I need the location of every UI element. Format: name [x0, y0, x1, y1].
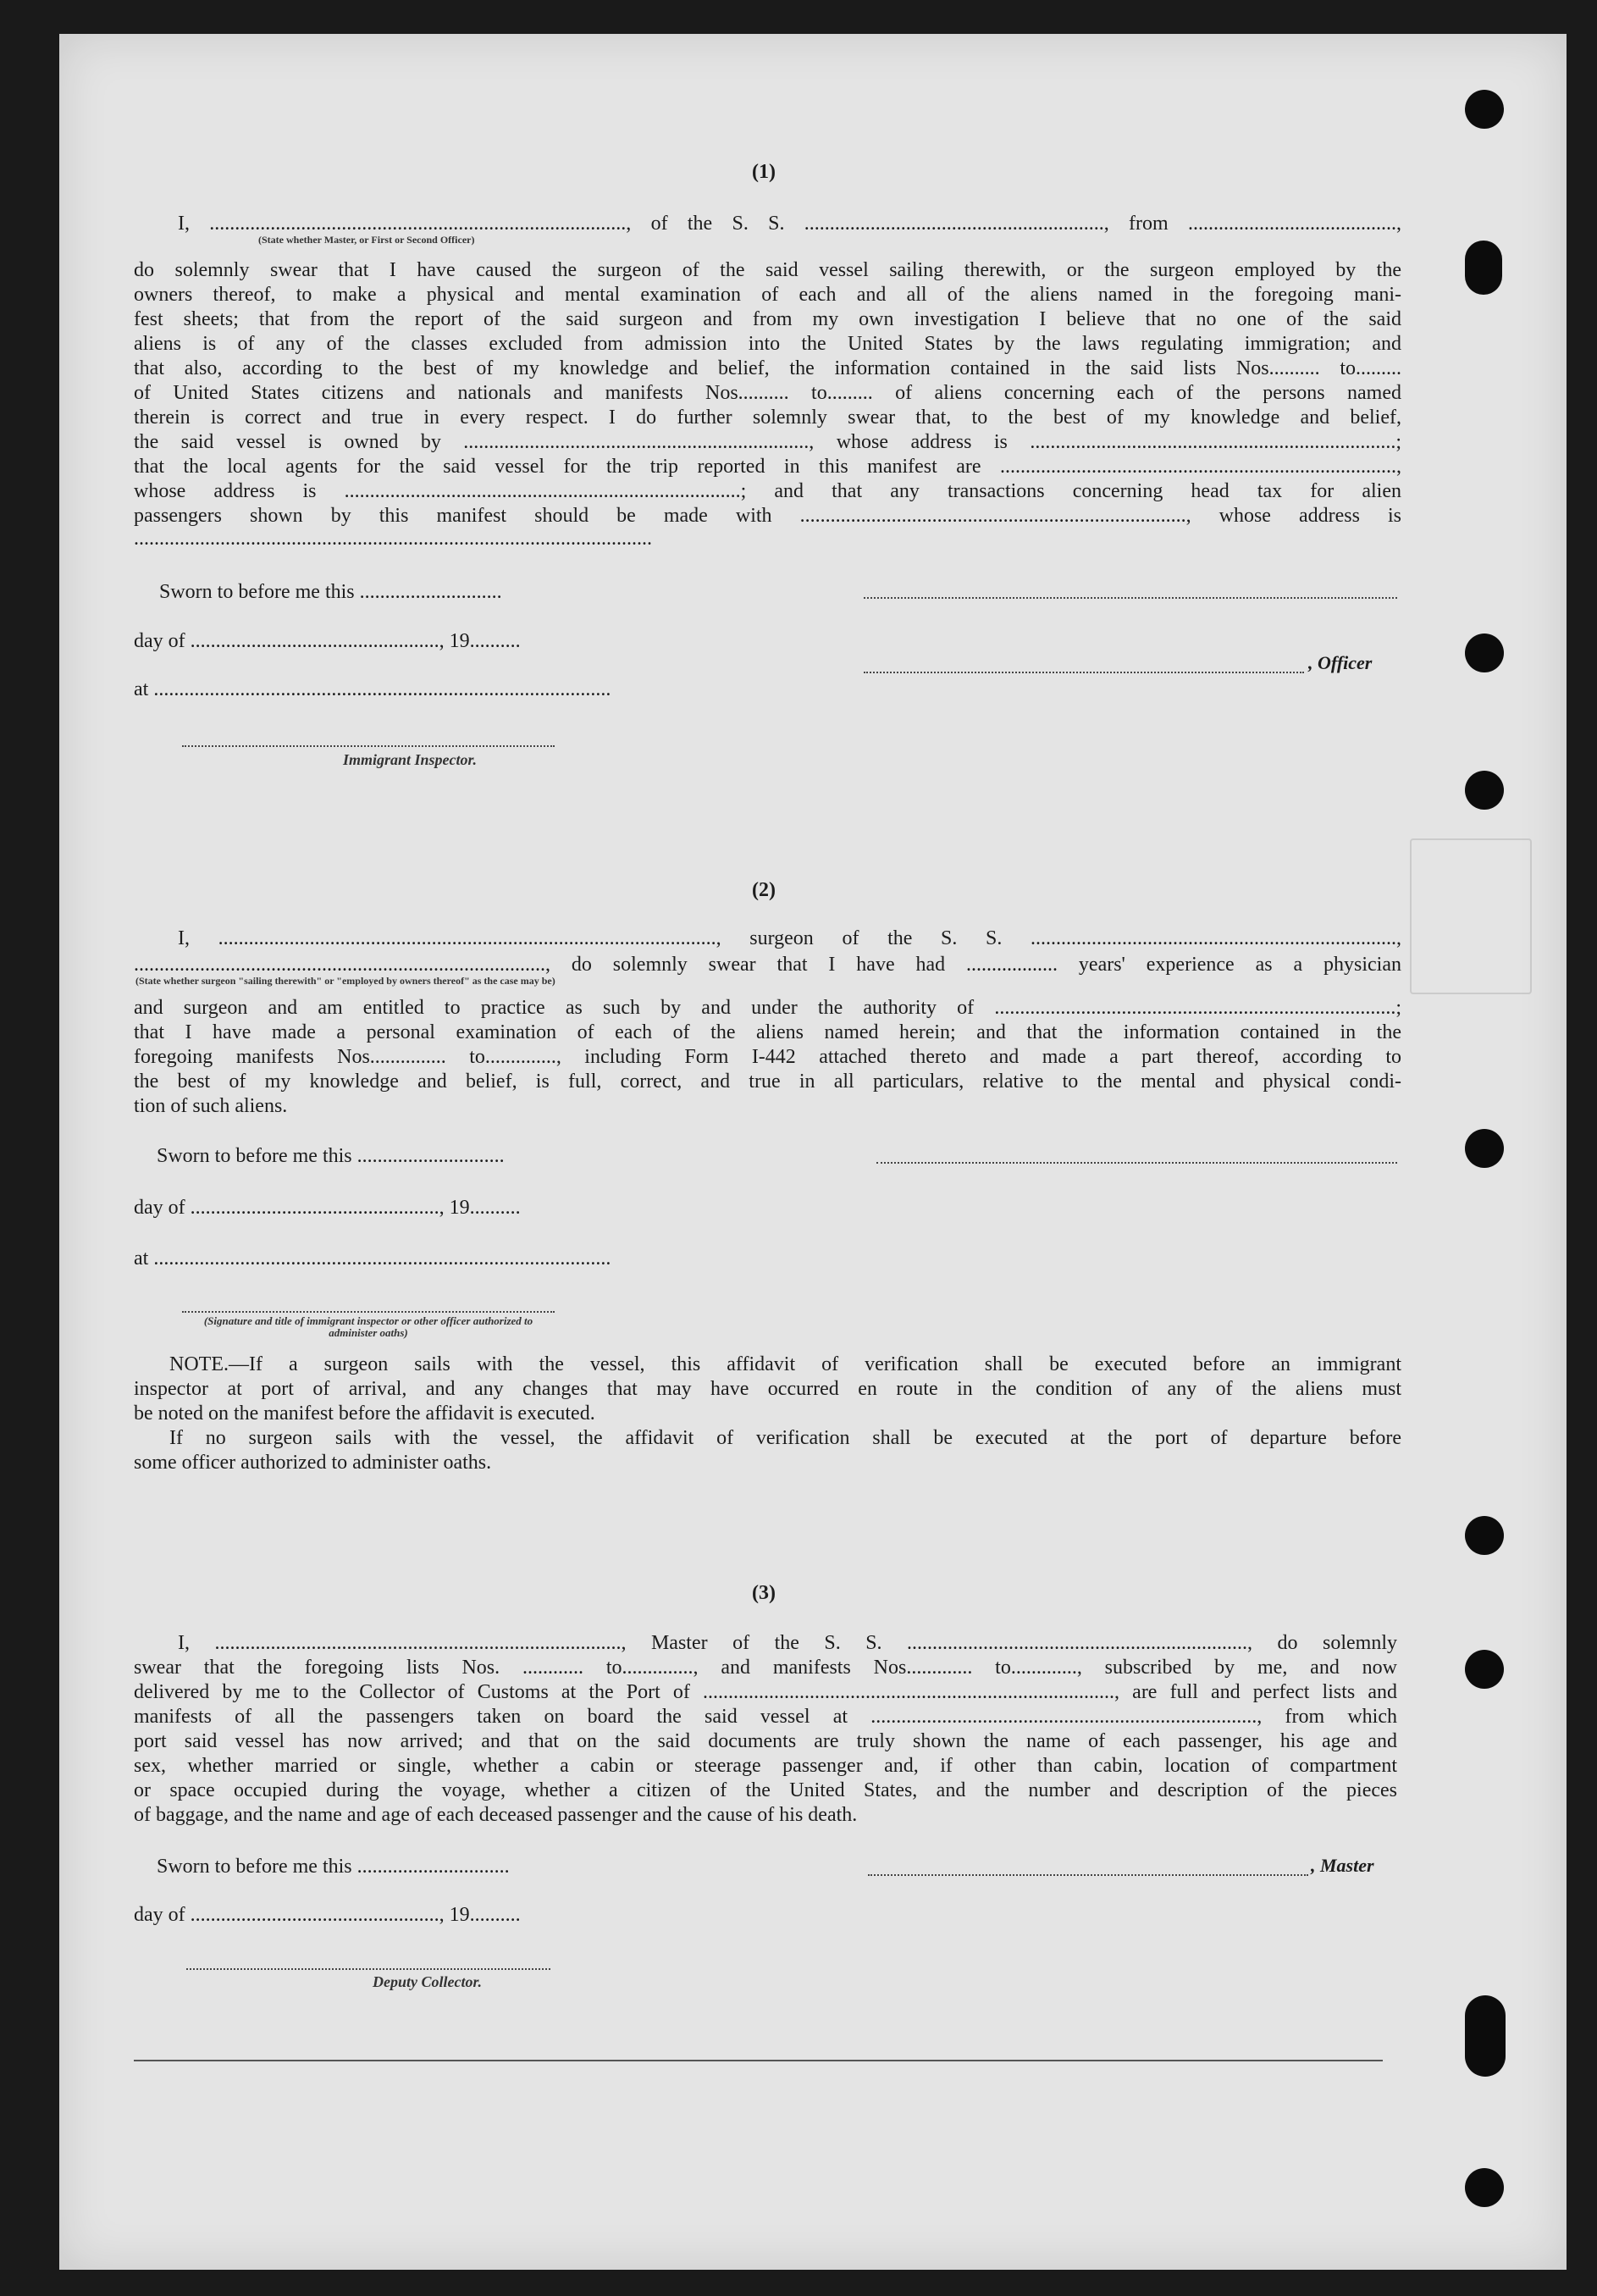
affidavit-3-line: or space occupied during the voyage, whether a citizen of the United States, and the number and description of the pieces: [134, 1779, 1397, 1801]
affidavit-3-line: swear that the foregoing lists Nos. ............ to.............., and manifests Nos............. to............., subscribed by me, and now: [134, 1657, 1397, 1679]
affidavit-3-line: port said vessel has now arrived; and that on the said documents are truly shown the name of each passenger, his age and: [134, 1730, 1397, 1752]
affidavit-2-line: ................................................................................., do solemnly swear that I have had .................. years' experience as a physician: [134, 954, 1401, 976]
section-1-number: (1): [752, 161, 776, 183]
note-line: be noted on the manifest before the affidavit is executed.: [134, 1402, 595, 1425]
officer-signature-line: [864, 672, 1304, 673]
sworn-line: Sworn to before me this ............................: [159, 581, 502, 603]
note-line: some officer authorized to administer oaths.: [134, 1452, 492, 1474]
punch-hole: [1465, 1516, 1504, 1555]
affidavit-2-line: that I have made a personal examination of each of the aliens named herein; and that the information contained in the: [134, 1021, 1401, 1043]
affidavit-2-line: tion of such aliens.: [134, 1095, 288, 1117]
affidavit-2-line: the best of my knowledge and belief, is full, correct, and true in all particulars, relative to the mental and physical condi-: [134, 1071, 1401, 1093]
affidavit-1-line: do solemnly swear that I have caused the surgeon of the said vessel sailing therewith, or the surgeon employed by the: [134, 259, 1401, 281]
affidavit-3-line: manifests of all the passengers taken on board the said vessel at ............................................................................, from which: [134, 1706, 1397, 1728]
note-line: inspector at port of arrival, and any changes that may have occurred en route in the condition of any of the aliens must: [134, 1378, 1401, 1400]
punch-hole: [1465, 1129, 1504, 1168]
affidavit-1-line: that the local agents for the said vessel for the trip reported in this manifest are ..............................................................................,: [134, 456, 1401, 478]
affidavit-3-line: delivered by me to the Collector of Customs at the Port of ................................................................................., are full and perfect lists and: [134, 1681, 1397, 1703]
affidavit-1-line: therein is correct and true in every respect. I do further solemnly swear that, to the best of my knowledge and belief,: [134, 407, 1401, 429]
affidavit-1-line: that also, according to the best of my knowledge and belief, the information contained in the said lists Nos.......... to.........: [134, 357, 1401, 379]
surgeon-type-caption: (State whether surgeon "sailing therewith" or "employed by owners thereof" as the case may be): [135, 975, 555, 987]
affidavit-1-line: I, .................................................................................., of the S. S. ..........................................................., from .........................................,: [178, 213, 1401, 235]
signature-title-caption: (Signature and title of immigrant inspector or other officer authorized to administer oaths): [203, 1314, 533, 1339]
day-line: day of ................................................., 19..........: [134, 1904, 521, 1926]
affidavit-1-line: fest sheets; that from the report of the said surgeon and from my own investigation I believe that no one of the said: [134, 308, 1401, 330]
sworn-line: Sworn to before me this .............................: [157, 1145, 505, 1167]
affidavit-1-line: the said vessel is owned by ...................................................................., whose address is ........................................................................;: [134, 431, 1401, 453]
note-line: NOTE.—If a surgeon sails with the vessel, this affidavit of verification shall be executed before an immigrant: [169, 1353, 1401, 1375]
master-label: , Master: [1311, 1855, 1374, 1876]
punch-hole: [1465, 90, 1504, 129]
affidavit-1-line: owners thereof, to make a physical and mental examination of each and all of the aliens named in the foregoing mani-: [134, 284, 1401, 306]
officer-label: , Officer: [1308, 652, 1373, 673]
sworn-line: Sworn to before me this ..............................: [157, 1856, 510, 1878]
punch-hole: [1465, 1650, 1504, 1689]
immigrant-inspector-caption: Immigrant Inspector.: [343, 751, 478, 768]
signature-line: [864, 597, 1397, 599]
affidavit-3-line: sex, whether married or single, whether a cabin or steerage passenger and, if other than cabin, location of compartment: [134, 1755, 1397, 1777]
punch-hole: [1465, 2168, 1504, 2207]
bleed-through-text: [135, 95, 1321, 129]
affidavit-1-line: whose address is ..............................................................................; and that any transactions concerning head tax for alien: [134, 480, 1401, 502]
day-line: day of ................................................., 19..........: [134, 1197, 521, 1219]
affidavit-1-line: of United States citizens and nationals and manifests Nos.......... to......... of aliens concerning each of the persons named: [134, 382, 1401, 404]
affidavit-3-line: I, ................................................................................, Master of the S. S. ..................................................................., do solemnly: [178, 1632, 1397, 1654]
affidavit-2-line: foregoing manifests Nos............... to.............., including Form I-442 attached thereto and made a part thereof, according to: [134, 1046, 1401, 1068]
section-3-number: (3): [752, 1582, 776, 1604]
punch-hole: [1465, 241, 1502, 295]
inspector-signature-line: [182, 1311, 555, 1313]
bottom-rule: [134, 2060, 1383, 2061]
affidavit-3-line: of baggage, and the name and age of each deceased passenger and the cause of his death.: [134, 1804, 858, 1826]
affidavit-1-line: ......................................................................................................: [134, 528, 652, 550]
punch-hole: [1465, 633, 1504, 672]
master-signature-line: [868, 1874, 1308, 1876]
officer-type-caption: (State whether Master, or First or Second Officer): [258, 234, 475, 246]
note-line: If no surgeon sails with the vessel, the affidavit of verification shall be executed at the port of departure before: [169, 1427, 1401, 1449]
punch-hole: [1465, 1995, 1506, 2077]
affidavit-1-line: passengers shown by this manifest should be made with ............................................................................, whose address is: [134, 505, 1401, 527]
deputy-collector-caption: Deputy Collector.: [373, 1973, 482, 1990]
bleed-through-text: [135, 136, 1321, 169]
section-2-number: (2): [752, 879, 776, 901]
affidavit-1-line: aliens is of any of the classes excluded from admission into the United States by the laws regulating immigration; and: [134, 333, 1401, 355]
affidavit-2-line: and surgeon and am entitled to practice as such by and under the authority of ...............................................................................;: [134, 997, 1401, 1019]
inspector-signature-line: [182, 745, 555, 747]
collector-signature-line: [186, 1968, 550, 1970]
faint-stamp-mark: [1410, 838, 1532, 994]
punch-hole: [1465, 771, 1504, 810]
at-line: at ..........................................................................................: [134, 1248, 611, 1270]
affidavit-2-line: I, .................................................................................................., surgeon of the S. S. ........................................................................,: [178, 927, 1401, 949]
at-line: at ..........................................................................................: [134, 678, 611, 700]
day-line: day of ................................................., 19..........: [134, 630, 521, 652]
surgeon-signature-line: [876, 1162, 1397, 1164]
